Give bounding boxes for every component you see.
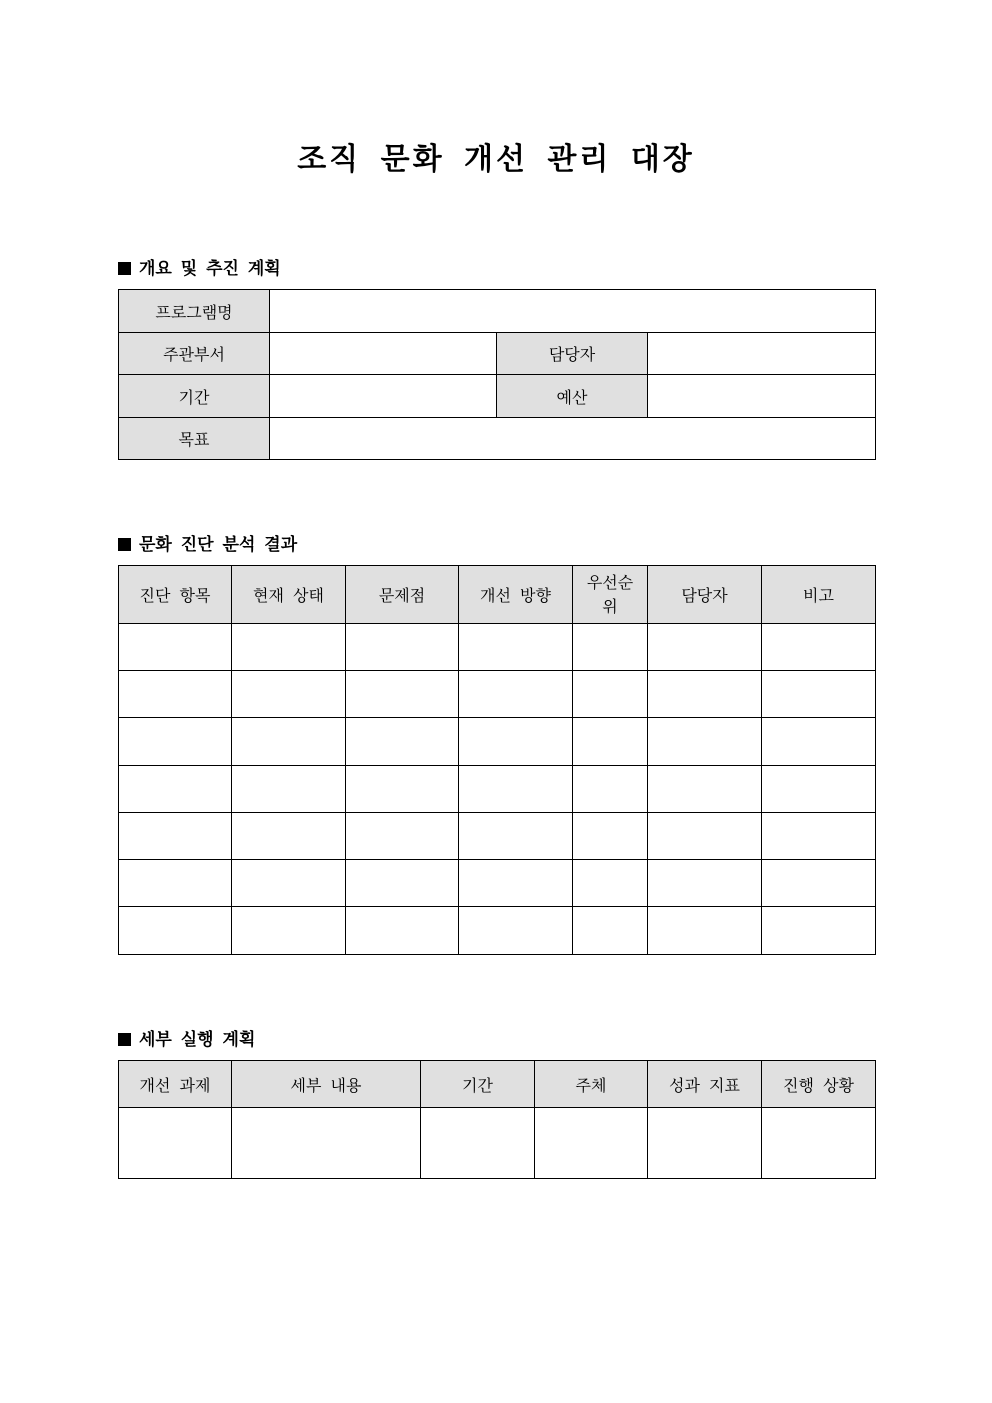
table-cell[interactable] bbox=[119, 624, 232, 671]
diagnosis-table bbox=[118, 565, 876, 955]
program-name-label: 프로그램명 bbox=[119, 290, 270, 333]
table-cell[interactable] bbox=[762, 813, 876, 860]
table-cell[interactable] bbox=[346, 766, 459, 813]
table-cell[interactable] bbox=[346, 860, 459, 907]
diagnosis-header-note: 비고 bbox=[762, 566, 876, 624]
program-name-value[interactable] bbox=[270, 290, 876, 333]
table-cell[interactable] bbox=[459, 860, 573, 907]
table-cell[interactable] bbox=[119, 860, 232, 907]
table-row bbox=[119, 718, 876, 766]
table-cell[interactable] bbox=[573, 860, 648, 907]
budget-value[interactable] bbox=[648, 375, 876, 418]
table-cell[interactable] bbox=[648, 860, 762, 907]
diagnosis-header-manager: 담당자 bbox=[648, 566, 762, 624]
table-row bbox=[119, 671, 876, 718]
table-cell[interactable] bbox=[459, 671, 573, 718]
period-value[interactable] bbox=[270, 375, 497, 418]
table-cell[interactable] bbox=[535, 1108, 648, 1179]
plan-header-progress: 진행 상황 bbox=[762, 1061, 876, 1108]
table-cell[interactable] bbox=[232, 1108, 421, 1179]
table-cell[interactable] bbox=[648, 718, 762, 766]
table-cell[interactable] bbox=[648, 1108, 762, 1179]
overview-table bbox=[118, 289, 876, 460]
table-cell[interactable] bbox=[648, 624, 762, 671]
plan-table bbox=[118, 1060, 876, 1179]
diagnosis-header-status: 현재 상태 bbox=[232, 566, 346, 624]
table-cell[interactable] bbox=[573, 671, 648, 718]
table-cell[interactable] bbox=[459, 624, 573, 671]
period-label: 기간 bbox=[119, 375, 270, 418]
plan-header-details: 세부 내용 bbox=[232, 1061, 421, 1108]
table-cell[interactable] bbox=[346, 718, 459, 766]
table-row bbox=[119, 1108, 876, 1179]
goal-label: 목표 bbox=[119, 418, 270, 460]
section-heading-text: 세부 실행 계획 bbox=[139, 1030, 256, 1050]
table-row bbox=[119, 860, 876, 907]
plan-header-task: 개선 과제 bbox=[119, 1061, 232, 1108]
table-cell[interactable] bbox=[648, 907, 762, 955]
table-cell[interactable] bbox=[459, 907, 573, 955]
priority-line-1: 우선순 bbox=[586, 572, 634, 592]
table-cell[interactable] bbox=[573, 766, 648, 813]
table-cell[interactable] bbox=[648, 766, 762, 813]
table-cell[interactable] bbox=[232, 860, 346, 907]
table-cell[interactable] bbox=[119, 766, 232, 813]
page-title: 조직 문화 개선 관리 대장 bbox=[297, 142, 695, 177]
table-cell[interactable] bbox=[762, 718, 876, 766]
table-cell[interactable] bbox=[232, 907, 346, 955]
priority-line-2: 위 bbox=[602, 596, 618, 616]
square-bullet-icon bbox=[118, 262, 131, 275]
department-value[interactable] bbox=[270, 333, 497, 375]
table-cell[interactable] bbox=[762, 860, 876, 907]
square-bullet-icon bbox=[118, 538, 131, 551]
table-cell[interactable] bbox=[648, 813, 762, 860]
table-cell[interactable] bbox=[232, 671, 346, 718]
budget-label: 예산 bbox=[497, 375, 648, 418]
table-cell[interactable] bbox=[119, 671, 232, 718]
table-cell[interactable] bbox=[573, 624, 648, 671]
table-cell[interactable] bbox=[232, 624, 346, 671]
table-cell[interactable] bbox=[119, 718, 232, 766]
table-cell[interactable] bbox=[573, 718, 648, 766]
table-row bbox=[119, 907, 876, 955]
table-cell[interactable] bbox=[232, 718, 346, 766]
table-row bbox=[119, 766, 876, 813]
table-cell[interactable] bbox=[119, 907, 232, 955]
section-heading-text: 개요 및 추진 계획 bbox=[139, 259, 281, 279]
manager-label: 담당자 bbox=[497, 333, 648, 375]
table-row bbox=[119, 813, 876, 860]
plan-header-owner: 주체 bbox=[535, 1061, 648, 1108]
table-cell[interactable] bbox=[232, 766, 346, 813]
table-cell[interactable] bbox=[119, 1108, 232, 1179]
section-heading-plan bbox=[118, 1025, 255, 1050]
table-cell[interactable] bbox=[459, 766, 573, 813]
table-cell[interactable] bbox=[573, 813, 648, 860]
table-cell[interactable] bbox=[573, 907, 648, 955]
diagnosis-header-direction: 개선 방향 bbox=[459, 566, 573, 624]
diagnosis-header-item: 진단 항목 bbox=[119, 566, 232, 624]
department-label: 주관부서 bbox=[119, 333, 270, 375]
table-cell[interactable] bbox=[459, 813, 573, 860]
goal-value[interactable] bbox=[270, 418, 876, 460]
table-cell[interactable] bbox=[346, 624, 459, 671]
table-cell[interactable] bbox=[119, 813, 232, 860]
table-cell[interactable] bbox=[762, 907, 876, 955]
square-bullet-icon bbox=[118, 1033, 131, 1046]
table-cell[interactable] bbox=[421, 1108, 535, 1179]
diagnosis-header-problem: 문제점 bbox=[346, 566, 459, 624]
table-cell[interactable] bbox=[648, 671, 762, 718]
table-cell[interactable] bbox=[346, 813, 459, 860]
plan-header-period: 기간 bbox=[421, 1061, 535, 1108]
table-cell[interactable] bbox=[346, 671, 459, 718]
section-heading-diagnosis bbox=[118, 530, 297, 555]
section-heading-overview bbox=[118, 254, 281, 279]
plan-header-kpi: 성과 지표 bbox=[648, 1061, 762, 1108]
table-cell[interactable] bbox=[762, 671, 876, 718]
table-cell[interactable] bbox=[346, 907, 459, 955]
diagnosis-header-priority bbox=[573, 566, 648, 624]
table-cell[interactable] bbox=[459, 718, 573, 766]
table-cell[interactable] bbox=[232, 813, 346, 860]
table-cell[interactable] bbox=[762, 1108, 876, 1179]
manager-value[interactable] bbox=[648, 333, 876, 375]
table-row bbox=[119, 624, 876, 671]
table-cell[interactable] bbox=[762, 766, 876, 813]
section-heading-text: 문화 진단 분석 결과 bbox=[139, 535, 298, 555]
table-cell[interactable] bbox=[762, 624, 876, 671]
